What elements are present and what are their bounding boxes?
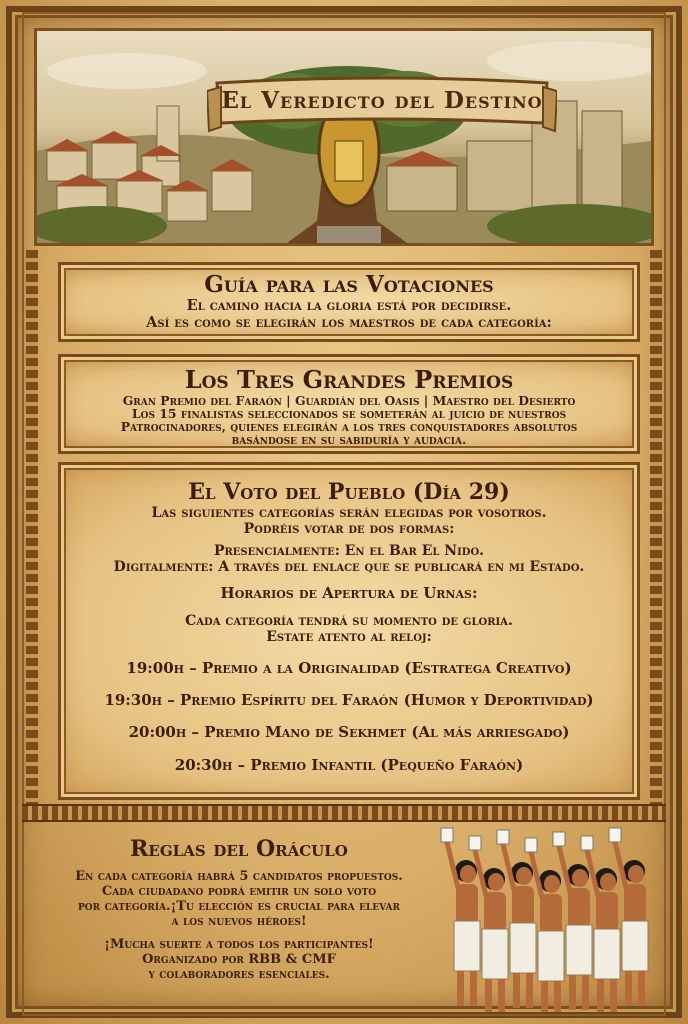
- people-vote-intro: Podréis votar de dos formas:: [243, 521, 455, 538]
- closing-line: Organizado por RBB & CMF: [142, 951, 336, 967]
- closing-line: y colaboradores esenciales.: [148, 966, 330, 982]
- grand-prizes-line: Gran Premio del Faraón | Guardián del Oasis | Maestro del Desierto: [122, 393, 576, 408]
- guide-section: [58, 262, 640, 342]
- grand-prizes-line: Patrocinadores, quienes elegirán a los tres conquistadores absolutos: [120, 419, 578, 435]
- poster-title: El Veredicto del Destino: [221, 87, 543, 114]
- schedule-item: 19:30h – Premio Espíritu del Faraón (Humor y Deportividad): [104, 691, 594, 710]
- schedule-item: 20:30h – Premio Infantil (Pequeño Faraón): [174, 755, 524, 774]
- closing-line: ¡Mucha suerte a todos los participantes!: [104, 936, 374, 952]
- people-vote-title: El Voto del Pueblo (Día 29): [188, 479, 510, 505]
- rules-line: Cada ciudadano podrá emitir un solo voto: [101, 883, 377, 899]
- grand-prizes-line: Los 15 finalistas seleccionados se someterán al juicio de nuestros: [131, 406, 567, 422]
- hours-title: Horarios de Apertura de Urnas:: [220, 584, 478, 603]
- guide-title: Guía para las Votaciones: [204, 271, 494, 298]
- vote-method-in-person: Presencialmente: En el Bar El Nido.: [213, 543, 485, 560]
- egyptian-figures-illustration: [436, 826, 666, 1012]
- vote-method-digital: Digitalmente: A través del enlace que se publicará en mi Estado.: [113, 559, 585, 576]
- title-banner: [207, 71, 557, 143]
- people-vote-section: [58, 462, 640, 800]
- grand-prizes-title: Los Tres Grandes Premios: [184, 365, 514, 394]
- hours-intro: Cada categoría tendrá su momento de gloria.: [185, 612, 513, 629]
- hero-illustration: [34, 28, 654, 246]
- voting-egyptians-art: [436, 826, 666, 1012]
- schedule-item: 19:00h – Premio a la Originalidad (Estratega Creativo): [126, 658, 572, 677]
- guide-line: El camino hacia la gloria está por decidirse.: [186, 297, 512, 314]
- guide-line: Así es como se elegirán los maestros de cada categoría:: [146, 313, 552, 331]
- left-border-band: [26, 250, 38, 805]
- rules-line: En cada categoría habrá 5 candidatos propuestos.: [75, 869, 403, 884]
- schedule-item: 20:00h – Premio Mano de Sekhmet (Al más arriesgado): [128, 723, 570, 742]
- rules-line: por categoría.¡Tu elección es crucial para elevar: [78, 898, 400, 914]
- rules-section: [34, 826, 444, 1006]
- rules-line: a los nuevos héroes!: [171, 913, 307, 929]
- rules-title: Reglas del Oráculo: [130, 836, 348, 862]
- right-border-band: [650, 250, 662, 805]
- people-vote-intro: Las siguientes categorías serán elegidas por vosotros.: [151, 505, 547, 521]
- grand-prizes-line: basándose en su sabiduría y audacia.: [231, 432, 467, 448]
- grand-prizes-section: [58, 354, 640, 454]
- hours-intro: Estate atento al reloj:: [266, 628, 432, 645]
- section-divider: [22, 804, 666, 822]
